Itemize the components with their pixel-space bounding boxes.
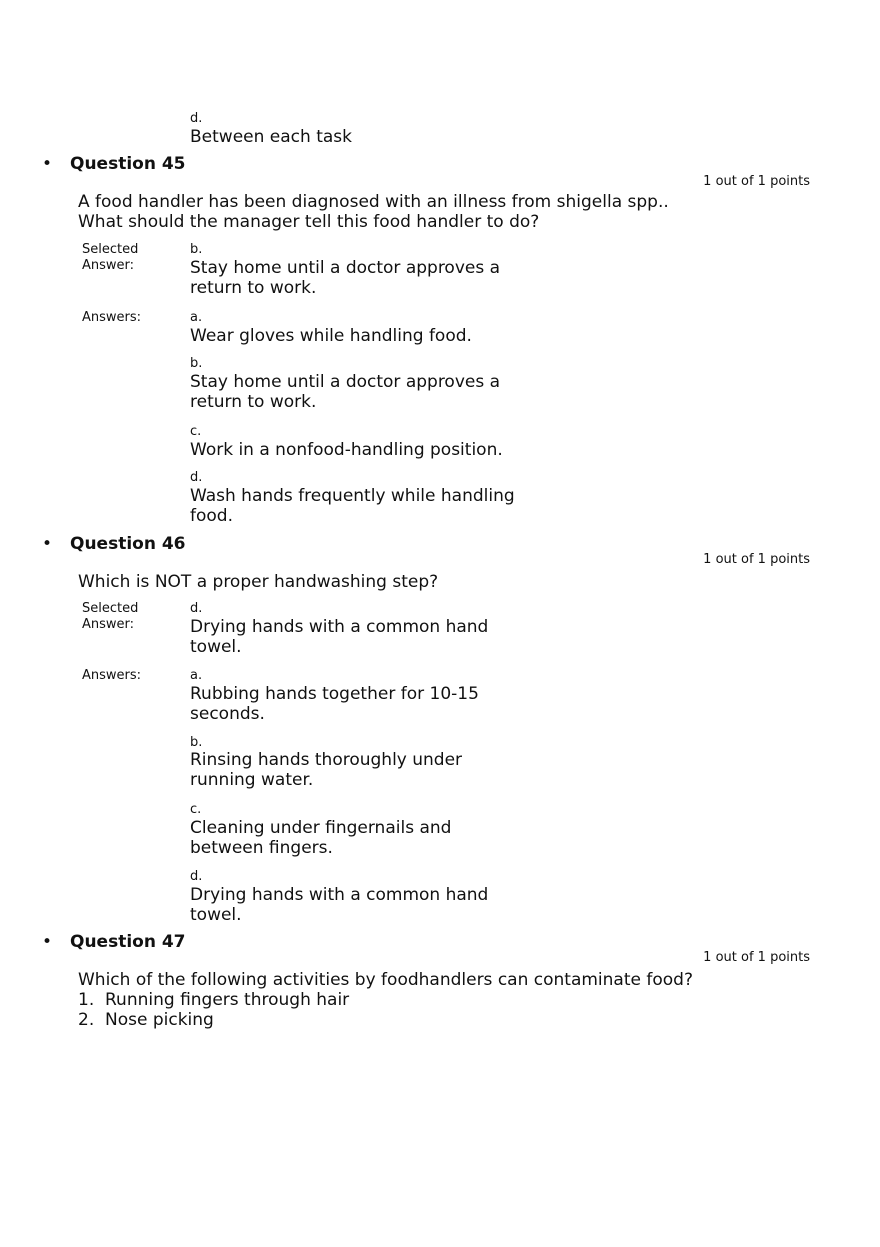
selected-answer-text: towel. <box>190 637 242 657</box>
answer-letter: d. <box>190 470 203 485</box>
answer-text: seconds. <box>190 704 265 724</box>
selected-answer-text: Stay home until a doctor approves a <box>190 258 501 278</box>
selected-answer-text: Drying hands with a common hand <box>190 617 489 637</box>
answers-label: Answers: <box>82 668 142 683</box>
answer-text: Between each task <box>190 127 352 147</box>
answer-letter: c. <box>190 802 202 817</box>
answer-text: Wear gloves while handling food. <box>190 326 472 346</box>
answer-text: return to work. <box>190 392 317 412</box>
answer-text: between fingers. <box>190 838 333 858</box>
answer-letter: b. <box>190 356 203 371</box>
bullet: • <box>42 932 53 952</box>
question-text: Which is NOT a proper handwashing step? <box>78 572 439 592</box>
list-item: Running fingers through hair <box>105 990 350 1010</box>
question-text: What should the manager tell this food handler to do? <box>78 212 540 232</box>
answer-letter: b. <box>190 242 203 257</box>
question-text: Which of the following activities by foodhandlers can contaminate food? <box>78 970 693 990</box>
answer-text: Rinsing hands thoroughly under <box>190 750 463 770</box>
answer-letter: d. <box>190 601 203 616</box>
question-points: 1 out of 1 points <box>703 552 810 567</box>
question-title: Question 47 <box>70 932 186 952</box>
selected-answer-label: Selected Answer: <box>82 601 139 632</box>
list-item-number: 1. <box>78 990 95 1010</box>
answer-letter: a. <box>190 668 203 683</box>
selected-answer-text: return to work. <box>190 278 317 298</box>
question-title: Question 45 <box>70 154 186 174</box>
answer-text: food. <box>190 506 233 526</box>
answer-letter: a. <box>190 310 203 325</box>
answer-letter: d. <box>190 111 203 126</box>
answer-text: towel. <box>190 905 242 925</box>
answer-text: Work in a nonfood-handling position. <box>190 440 503 460</box>
bullet: • <box>42 154 53 174</box>
question-text: A food handler has been diagnosed with an illness from shigella spp.. <box>78 192 669 212</box>
answer-letter: b. <box>190 735 203 750</box>
answer-letter: d. <box>190 869 203 884</box>
answer-text: Drying hands with a common hand <box>190 885 489 905</box>
answers-label: Answers: <box>82 310 142 325</box>
question-points: 1 out of 1 points <box>703 950 810 965</box>
answer-text: running water. <box>190 770 314 790</box>
bullet: • <box>42 534 53 554</box>
question-title: Question 46 <box>70 534 186 554</box>
selected-answer-label: Selected Answer: <box>82 242 139 273</box>
list-item-number: 2. <box>78 1010 95 1030</box>
answer-text: Rubbing hands together for 10-15 <box>190 684 479 704</box>
question-points: 1 out of 1 points <box>703 174 810 189</box>
answer-text: Wash hands frequently while handling <box>190 486 515 506</box>
list-item: Nose picking <box>105 1010 214 1030</box>
answer-text: Stay home until a doctor approves a <box>190 372 501 392</box>
answer-text: Cleaning under fingernails and <box>190 818 452 838</box>
answer-letter: c. <box>190 424 202 439</box>
